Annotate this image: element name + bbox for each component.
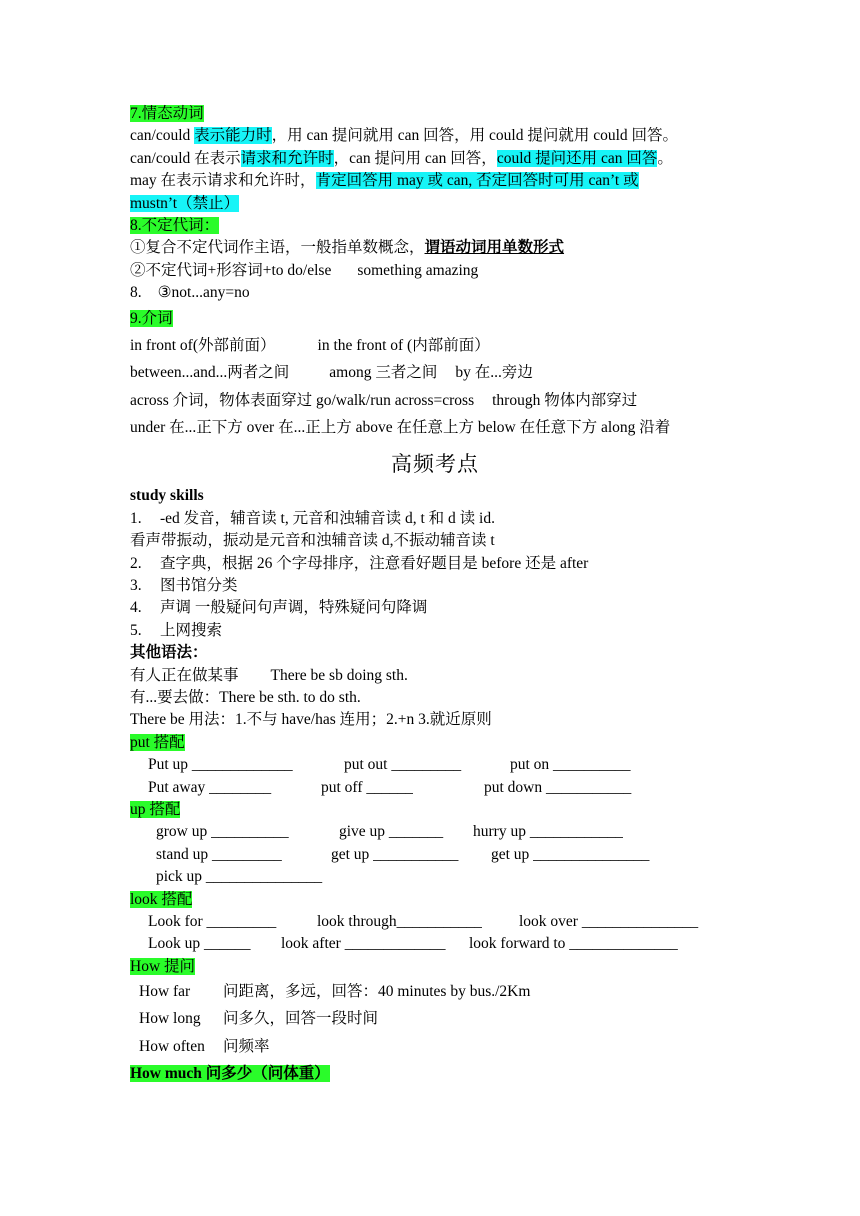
- study-item-1-note: 看声带振动，振动是元音和浊辅音读 d,不振动辅音读 t: [130, 532, 495, 550]
- pronoun-line-3: 8. ③not...any=no: [130, 284, 250, 302]
- other-grammar-heading: 其他语法：: [130, 644, 208, 662]
- other-line-2: 有...要去做：There be sth. to do sth.: [130, 688, 361, 706]
- study-item-4: 4. 声调 一般疑问句声调，特殊疑问句降调: [130, 599, 428, 617]
- pronoun-line-2: ②不定代词+形容词+to do/else something amazing: [130, 261, 479, 279]
- up-row-1: grow up __________ give up _______ hurry up ____________: [156, 823, 623, 841]
- section-heading-indefinite-pronouns: 8.不定代词：: [130, 216, 220, 234]
- study-skills-heading: study skills: [130, 487, 204, 505]
- preposition-line-3: across 介词，物体表面穿过 go/walk/run across=cross through 物体内部穿过: [130, 391, 638, 409]
- put-row-2: Put away ________ put off ______ put down ___________: [148, 778, 632, 796]
- page-title: 高频考点: [391, 452, 479, 477]
- study-item-2: 2. 查字典，根据 26 个字母排序，注意看好题目是 before 还是 after: [130, 554, 589, 572]
- look-row-1: Look for _________ look through___________ look over _______________: [148, 912, 699, 930]
- modal-line-3: may 在表示请求和允许时，肯定回答用 may 或 can, 否定回答时可用 can’t 或: [130, 172, 639, 190]
- document-page: [130, 103, 740, 1088]
- modal-line-2: can/could 在表示请求和允许时，can 提问用 can 回答，could 提问还用 can 回答。: [130, 149, 673, 167]
- preposition-line-1: in front of(外部前面） in the front of (内部前面）: [130, 336, 490, 354]
- section-heading-prepositions: 9.介词: [130, 309, 173, 327]
- preposition-line-2: between...and...两者之间 among 三者之间 by 在...旁边: [130, 364, 533, 382]
- how-item-often: How often 问频率: [139, 1037, 270, 1055]
- put-row-1: Put up _____________ put out _________ put on __________: [148, 756, 631, 774]
- other-line-3: There be 用法：1.不与 have/has 连用；2.+n 3.就近原则: [130, 711, 492, 729]
- how-much-heading: How much 问多少（问体重）: [130, 1065, 330, 1083]
- up-row-2: stand up _________ get up ___________ get up _______________: [156, 845, 650, 863]
- how-item-far: How far 问距离，多远，回答：40 minutes by bus./2Km: [139, 983, 531, 1001]
- put-heading: put 搭配: [130, 733, 185, 751]
- modal-line-1: can/could 表示能力时，用 can 提问就用 can 回答，用 could 提问就用 could 回答。: [130, 127, 679, 145]
- other-line-1: 有人正在做某事 There be sb doing sth.: [130, 666, 408, 684]
- how-item-long: How long 问多久，回答一段时间: [139, 1010, 379, 1028]
- preposition-line-4: under 在...正下方 over 在...正上方 above 在任意上方 below 在任意下方 along 沿着: [130, 419, 671, 437]
- study-item-3: 3. 图书馆分类: [130, 577, 238, 595]
- up-row-3: pick up _______________: [156, 868, 323, 886]
- up-heading: up 搭配: [130, 800, 181, 818]
- look-heading: look 搭配: [130, 890, 193, 908]
- study-item-1: 1. -ed 发音，辅音读 t, 元音和浊辅音读 d, t 和 d 读 id.: [130, 509, 495, 527]
- how-heading: How 提问: [130, 957, 196, 975]
- section-heading-modal-verbs: 7.情态动词: [130, 105, 204, 122]
- modal-line-4: mustn’t（禁止）: [130, 194, 240, 212]
- look-row-2: Look up ______ look after _____________ look forward to ______________: [148, 935, 678, 953]
- study-item-5: 5. 上网搜索: [130, 621, 223, 639]
- pronoun-line-1: ①复合不定代词作主语，一般指单数概念，谓语动词用单数形式: [130, 239, 565, 257]
